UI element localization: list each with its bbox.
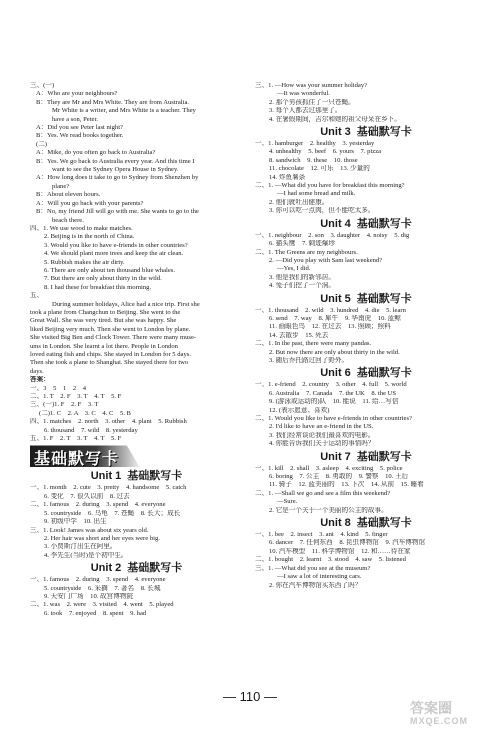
watermark-line-2: MXQE.COM: [410, 716, 469, 726]
unit-3-number: Unit 3: [320, 126, 351, 139]
unit-3-heading: [255, 125, 477, 140]
passage-line: Then she took a plane to Shanghai. She stayed there for two: [30, 359, 189, 367]
unit-2-title: 基础默写卡: [127, 562, 183, 575]
answer-line: 一、3 5 1 2 4: [30, 384, 87, 392]
answer-line: want to see the Sydney Opera House in Sydney.: [52, 166, 179, 174]
answer-line: 5. countryside 6. 采摘 7. 著名 8. 长城: [44, 584, 161, 592]
answer-line: 8. I had these for breakfast this morning.: [44, 283, 152, 291]
answer-line: 三、(一)1. F 2. F 3. T: [30, 401, 99, 409]
answer-line: A：Mike, do you often go back to Australia?: [36, 149, 156, 157]
answer-line: —It was wonderful.: [277, 90, 330, 98]
reading-section-label: 五、: [30, 292, 44, 300]
page-number: — 110 —: [223, 689, 277, 704]
answer-line: 10. 汽车模型 11. 科学博物馆 12. 和……待在家: [269, 547, 411, 555]
unit-5-number: Unit 5: [320, 292, 351, 305]
answer-line: 三、(一): [30, 82, 55, 89]
answer-line: 2. Beijing is in the north of China.: [44, 233, 135, 241]
site-watermark: [410, 700, 490, 730]
answer-line: 2. I'd like to have an e-friend in the US.: [269, 423, 374, 431]
unit-6-answers: [255, 381, 477, 448]
answer-line: 11. chocolate 12. 可乐 13. 少量的: [269, 165, 370, 173]
answer-line: 3. Would you like to have e-friends in other countries?: [44, 241, 188, 249]
answer-line: B：Yes. We read books together.: [36, 132, 124, 140]
unit-6-title: 基础默写卡: [356, 367, 412, 380]
answer-line: 3. 随后乔托路过回了野外。: [269, 356, 349, 364]
unit-5-answers: [255, 307, 477, 366]
left-listening-section: [30, 82, 243, 292]
passage-line: loved eating fish and chips. She stayed in London for 5 days.: [30, 351, 191, 358]
answer-line: B：No, my friend Jill will go with me. She wants to go to the: [36, 208, 199, 216]
answer-line: 一、1. kill 2. shall 3. asleep 4. exciting 5. police: [255, 464, 403, 472]
answer-line: 4. 你能告诉我们关于运动的事情吗？: [269, 440, 375, 448]
answer-line: B：About eleven hours.: [36, 191, 101, 199]
answer-line: 2. 它是一个关于一个美丽的公主的故事。: [269, 506, 388, 514]
answer-line: 一、1. neighbour 2. son 3. daughter 4. noisy 5. dig: [255, 231, 410, 239]
passage-line: days.: [30, 367, 44, 375]
answer-line: 14. 炸鱼薯条: [269, 173, 306, 181]
answer-line: 3. 你可以吃一点肉，但不能吃太多。: [269, 207, 375, 215]
answer-line: 6. dancer 7. 任何东西 8. 昆虫博物馆 9. 汽车博物馆: [269, 539, 426, 547]
answer-line: 6. There are only about ten thousand blue whales.: [44, 266, 175, 274]
answer-line: 6. 变化 7. 很久以前 8. 过去: [44, 492, 130, 500]
unit-4-title: 基础默写卡: [356, 217, 412, 230]
watermark-line-1: 答案圈: [410, 700, 452, 716]
passage-line: She visited Big Ben and Clock Tower. There were many muse-: [30, 334, 197, 342]
answer-line: 2. 他们就吐出健康。: [269, 198, 329, 206]
unit-4-heading: [255, 217, 477, 232]
answer-line: 2. 那个男孩抓住了一只苍蝇。: [269, 98, 355, 106]
answer-line: 二、1. The Greens are my neighbours.: [255, 248, 358, 256]
answer-line: 6. boring 7. 公主 8. 勇敢的 9. 警察 10. 王后: [269, 473, 409, 481]
answer-line: 11. 画眼色鸟 12. 在过去 13. 照顾；照料: [269, 323, 391, 331]
answer-line: have a son, Peter.: [52, 115, 98, 123]
answer-line: 6. took 7. enjoyed 8. spent 9. had: [44, 609, 147, 617]
passage-line: During summer holidays, Alice had a nice trip. First she: [52, 300, 200, 308]
answer-line: 6. send 7. way 8. 犀牛 9. 华南虎 10. 蓝鲸: [269, 314, 401, 322]
unit-6-heading: [255, 366, 477, 381]
answer-line: 14. 去散步 15. 死去: [269, 331, 329, 339]
answer-line: 8. sandwich 9. these 10. those: [269, 156, 358, 164]
answer-line: 9. 天安门广场 10. 故宫博物院: [44, 592, 134, 600]
unit-7-number: Unit 7: [320, 450, 351, 463]
answer-line: 7. But there are only about thirty in the wild.: [44, 275, 162, 283]
answer-line: 9. (游泳或运动的)队 10. 能说 11. 给…写信: [269, 398, 399, 406]
answer-line: —I had some bread and milk.: [277, 190, 356, 198]
passage-line: ums in London. She learnt a lot there. People in London: [30, 342, 178, 350]
unit-8-title: 基础默写卡: [356, 517, 412, 530]
answer-line: B：They are Mr and Mrs White. They are from Australia.: [36, 98, 190, 106]
answer-line: 二、1. famous 2. during 3. spend 4. everyone: [30, 501, 166, 509]
answer-line: 二、1. was 2. were 3. visited 4. went 5. played: [30, 601, 174, 609]
answer-line: 二、1. Would you like to have e-friends in other countries?: [255, 415, 412, 422]
right-column: [255, 82, 477, 590]
answer-line: 三、1. Look! James was about six years old.: [30, 526, 149, 534]
unit-3-title: 基础默写卡: [356, 126, 412, 139]
answer-line: 3. 小贾斯汀出生在阿里。: [44, 543, 117, 551]
answer-line: 三、1. —How was your summer holiday?: [255, 82, 368, 89]
answer-line: 2. Her hair was short and her eyes were big.: [44, 534, 160, 542]
answer-line: 三、1. —What did you see at the museum?: [255, 564, 371, 572]
unit-8-answers: [255, 531, 477, 590]
answer-line: 5. Rubbish makes the air dirty.: [44, 258, 125, 266]
unit-4-number: Unit 4: [320, 217, 351, 230]
answer-line: 4. 兔子们挖了一个洞。: [269, 282, 335, 290]
answer-line: 二、1. T 2. F 3. T 4. T 5. F: [30, 393, 122, 401]
unit-7-answers: [255, 465, 477, 515]
passage-line: Great Wall. She was very tired. But she was happy. She: [30, 317, 177, 325]
answer-line: 一、1. month 2. cute 3. pretty 4. handsome 5. catch: [30, 484, 187, 492]
answer-line: 二、1. —Shall we go and see a film this weekend?: [255, 489, 391, 497]
answer-line: 四、1. matches 2. north 3. other 4. plant 5. Rubbish: [30, 418, 187, 426]
unit-3-answers: [255, 140, 477, 216]
answer-line: 6. thousand 7. wild 8. yesterday: [44, 426, 138, 434]
answer-line: 4. 在暑假期间，吉尔和她的祖父母呆在乡下。: [269, 115, 401, 123]
unit-2-number: Unit 2: [90, 562, 122, 575]
answer-line: 4. 李先生(当时)是个初中生。: [44, 551, 128, 559]
answer-line: B：Yes. We go back to Australia every year. And this time I: [36, 157, 195, 165]
answer-line: 四、1. We use wood to make matches.: [30, 224, 133, 232]
answer-line: 一、1. bee 2. insect 3. ant 4. kind 5. finger: [255, 531, 388, 539]
answer-line: (二)1. C 2. A 3. C 4. C 5. B: [39, 409, 131, 417]
unit-8-heading: [255, 516, 477, 531]
answer-line: 9. 初级中学 10. 出生: [44, 518, 107, 526]
answer-line: 2. 你在汽车博物馆买东西了吗？: [269, 581, 362, 589]
answer-line: 五、1. F 2. T 3. T 4. T 5. F: [30, 435, 122, 443]
right-unit-2-continued: [255, 82, 477, 124]
answer-line: 6. 猫头鹰 7. 剩迹爆珍: [269, 240, 335, 248]
answers-title: 答案：: [30, 376, 50, 384]
answers-list: [30, 385, 243, 444]
unit-7-title: 基础默写卡: [356, 450, 412, 463]
answer-line: —Sure.: [277, 498, 298, 506]
answer-line: 3. 我们经常谈论我们最喜欢的电影。: [269, 431, 375, 439]
answer-line: 11. 骑子 12. 蓝美丽的 13. 下次 14. 从前 15. 睡着: [269, 481, 424, 489]
unit-1-answers: [30, 484, 243, 560]
passage-line: took a plane from Changchun to Beijing. She went to the: [30, 308, 181, 316]
answer-line: 二、1. In the past, there were many pandas.: [255, 340, 372, 348]
answer-line: beach there.: [52, 216, 84, 224]
unit-4-answers: [255, 232, 477, 291]
answer-line: plane?: [52, 182, 70, 190]
answer-line: A：Who are your neighbours?: [36, 90, 118, 98]
unit-2-heading: [30, 561, 243, 576]
answer-line: (二): [36, 140, 47, 148]
answer-line: 2. —Did you play with Sam last weekend?: [269, 256, 383, 264]
answer-line: A：Will you go back with your parents?: [36, 199, 144, 207]
reading-passage: [30, 301, 243, 377]
answer-line: 一、1. hamburger 2. healthy 3. yesterday: [255, 140, 375, 148]
answer-line: —I saw a lot of interesting cars.: [277, 573, 362, 581]
answer-line: 二、1. bought 2. learnt 3. stood 4. saw 5. listened: [255, 556, 406, 564]
answer-line: 2. But now there are only about thirty in the wild.: [269, 348, 400, 356]
banner-title: 基础默写卡: [34, 449, 120, 469]
unit-1-heading: [30, 469, 243, 484]
unit-5-heading: [255, 292, 477, 307]
answer-line: 3. 每个人都去过那里了。: [269, 107, 342, 115]
answer-line: 4. unhealthy 5. beef 6. yours 7. pizza: [269, 148, 382, 156]
answer-line: 二、1. —What did you have for breakfast this morning?: [255, 182, 405, 190]
unit-6-number: Unit 6: [320, 367, 351, 380]
answer-line: 6. Australia 7. Canada 7. the UK 8. the US: [269, 389, 397, 397]
unit-7-heading: [255, 450, 477, 465]
unit-5-title: 基础默写卡: [356, 292, 412, 305]
unit-2-answers: [30, 576, 243, 618]
passage-line: liked Beijing very much. Then she went to London by plane.: [30, 325, 191, 333]
answer-line: A：Did you see Peter last night?: [36, 124, 123, 132]
answer-line: Mr White is a writer, and Mrs White is a teacher. They: [52, 107, 196, 115]
basic-dictation-banner: [30, 445, 140, 467]
unit-1-number: Unit 1: [90, 470, 122, 483]
answer-line: 一、1. famous 2. during 3. spend 4. everyone: [30, 576, 166, 584]
answer-line: 4. We should plant more trees and keep the air clean.: [44, 250, 184, 258]
left-column: [30, 82, 243, 618]
answer-line: A：How long does it take to go to Sydney from Shenzhen by: [36, 174, 199, 182]
answer-line: 一、1. e-friend 2. country 3. other 4. full 5. world: [255, 381, 407, 389]
unit-1-title: 基础默写卡: [127, 470, 183, 483]
answer-line: 一、1. thousand 2. wild 3. hundred 4. die 5. learn: [255, 306, 406, 314]
answer-line: —Yes, I did.: [277, 265, 311, 273]
answer-line: 12. (表示愿意、喜欢): [269, 406, 330, 414]
unit-8-number: Unit 8: [320, 517, 351, 530]
answer-line: 3. 他是我们的新邻居。: [269, 273, 335, 281]
answer-line: 5. countryside 6. 乌龟 7. 苍蝇 8. 长大；成长: [44, 509, 181, 517]
